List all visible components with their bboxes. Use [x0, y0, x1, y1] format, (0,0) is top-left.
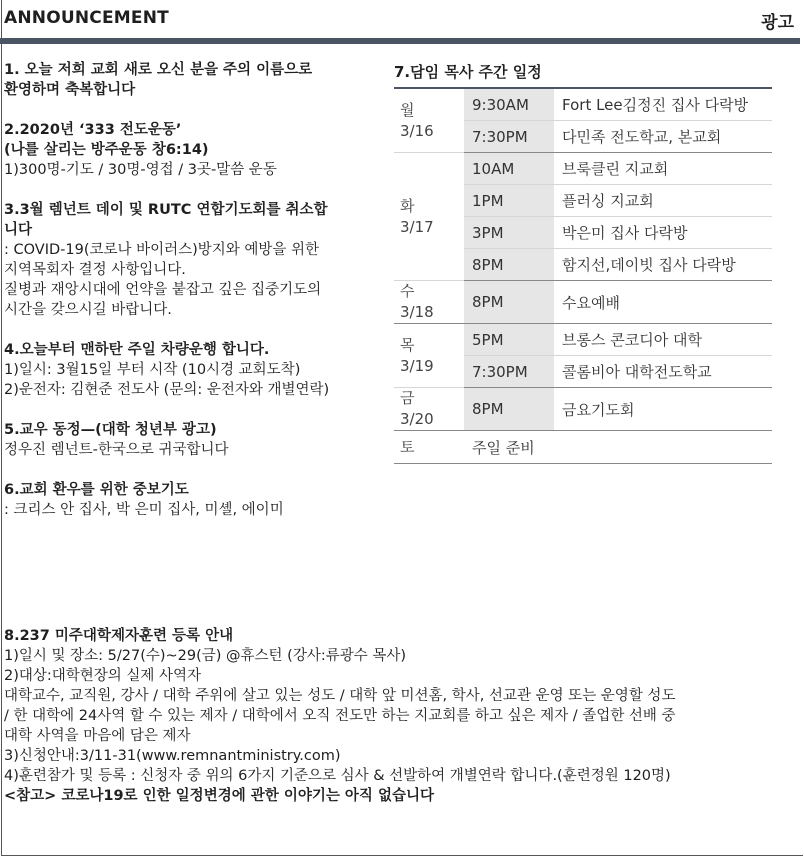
schedule-place: 플러싱 지교회	[554, 185, 772, 217]
schedule-row	[394, 324, 772, 356]
announcement-item-4	[4, 340, 384, 400]
item-body-line: 3)신청안내:3/11-31(www.remnantministry.com)	[4, 748, 341, 764]
day-date: 3/18	[400, 303, 434, 321]
item-body-line: 질병과 재앙시대에 언약을 붙잡고 깊은 집중기도의	[4, 282, 322, 298]
item-body-line: : COVID-19(코로나 바이러스)방지와 예방을 위한	[4, 242, 320, 258]
item-body	[4, 646, 794, 786]
schedule-title: 7.담임 목사 주간 일정	[394, 63, 542, 81]
item-body-line: 시간을 갖으시길 바랍니다.	[4, 302, 172, 318]
schedule-time: 10AM	[464, 153, 554, 185]
item-note: <참고> 코로나19로 인한 일정변경에 관한 이야기는 아직 없습니다	[4, 788, 434, 804]
schedule-day	[394, 281, 464, 324]
announcement-item-5	[4, 420, 384, 460]
day-name: 수	[400, 282, 415, 300]
announcement-item-6	[4, 480, 384, 520]
schedule-row	[394, 281, 772, 324]
item-title-line: 4.오늘부터 맨하탄 주일 차량운행 합니다.	[4, 342, 270, 358]
schedule-place: Fort Lee김정진 집사 다락방	[554, 88, 772, 121]
schedule-place: 박은미 집사 다락방	[554, 217, 772, 249]
schedule-place: 브룩클린 지교회	[554, 153, 772, 185]
day-date: 3/16	[400, 121, 434, 140]
item-title-line: 5.교우 동정—(대학 청년부 광고)	[4, 422, 217, 438]
schedule-place: 금요기도회	[554, 388, 772, 431]
schedule-time: 9:30AM	[464, 88, 554, 121]
announcement-item-3	[4, 200, 384, 320]
schedule-time: 5PM	[464, 324, 554, 356]
schedule-time: 7:30PM	[464, 121, 554, 153]
schedule-place: 브롱스 콘코디아 대학	[554, 324, 772, 356]
day-date: 3/19	[400, 356, 434, 375]
item-body-line: 대학 사역을 마음에 담은 제자	[4, 728, 191, 744]
schedule-day	[394, 153, 464, 281]
schedule-day	[394, 388, 464, 431]
schedule-row	[394, 88, 772, 121]
day-date: 3/17	[400, 217, 434, 236]
announcement-list	[4, 60, 384, 540]
item-body-line: / 한 대학에 24사역 할 수 있는 제자 / 대학에서 오직 전도만 하는 지교회를 하고 싶은 제자 / 졸업한 선배 중	[4, 708, 676, 724]
day-name: 목	[400, 335, 415, 354]
schedule-day	[394, 88, 464, 153]
schedule-table	[394, 87, 772, 464]
schedule-time: 7:30PM	[464, 356, 554, 388]
schedule-row	[394, 153, 772, 185]
schedule-day	[394, 324, 464, 388]
item-title-line: 니다	[4, 222, 33, 238]
item-body-line: 정우진 렘넌트-한국으로 귀국합니다	[4, 442, 229, 458]
schedule-place: 다민족 전도학교, 본교회	[554, 121, 772, 153]
page-title: ANNOUNCEMENT	[4, 8, 169, 28]
item-title-line: 1. 오늘 저희 교회 새로 오신 분을 주의 이름으로	[4, 62, 313, 78]
day-name: 화	[400, 196, 415, 215]
item-body-line: 4)훈련참가 및 등록 : 신청자 중 위의 6가지 기준으로 심사 & 선발하여 개별연락 합니다.(훈련정원 120명)	[4, 768, 671, 784]
announcement-item-1	[4, 60, 384, 100]
item-title-line: (나를 살리는 방주운동 창6:14)	[4, 142, 209, 158]
schedule-place: 주일 준비	[464, 431, 772, 464]
announcement-item-8	[4, 626, 794, 806]
item-body-line: 2)운전자: 김현준 전도사 (문의: 운전자와 개별연락)	[4, 382, 330, 398]
day-name: 월	[400, 100, 415, 119]
item-title-line: 3.3월 렘넌트 데이 및 RUTC 연합기도회를 취소합	[4, 202, 328, 218]
schedule-row	[394, 388, 772, 431]
section-label: 광고	[761, 13, 794, 33]
schedule-time: 8PM	[464, 281, 554, 324]
item-body-line: 1)300명-기도 / 30명-영접 / 3곳-말씀 운동	[4, 162, 277, 178]
item-title-line: 6.교회 환우를 위한 중보기도	[4, 482, 189, 498]
schedule-time: 1PM	[464, 185, 554, 217]
day-date: 3/20	[400, 410, 434, 428]
item-body-line: 대학교수, 교직원, 강사 / 대학 주위에 살고 있는 성도 / 대학 앞 미션홈, 학사, 선교관 운영 또는 운영할 성도	[4, 688, 676, 704]
day-name: 토	[394, 431, 464, 464]
item-body-line: : 크리스 안 집사, 박 은미 집사, 미셸, 에이미	[4, 502, 284, 518]
item-body-line: 지역목회자 결정 사항입니다.	[4, 262, 186, 278]
header-bar	[0, 0, 800, 44]
item-body-line: 1)일시: 3월15일 부터 시작 (10시경 교회도착)	[4, 362, 301, 378]
schedule-place: 수요예배	[554, 281, 772, 324]
item-title: 8.237 미주대학제자훈련 등록 안내	[4, 628, 234, 644]
schedule-time: 8PM	[464, 249, 554, 281]
announcement-item-2	[4, 120, 384, 180]
item-title-line: 2.2020년 ‘333 전도운동’	[4, 122, 182, 138]
schedule-place: 함지선,데이빗 집사 다락방	[554, 249, 772, 281]
schedule-time: 3PM	[464, 217, 554, 249]
item-body-line: 2)대상:대학현장의 실제 사역자	[4, 668, 202, 684]
item-body-line: 1)일시 및 장소: 5/27(수)~29(금) @휴스턴 (강사:류광수 목사)	[4, 648, 407, 664]
item-title-line: 환영하며 축복합니다	[4, 82, 136, 98]
day-name: 금	[400, 389, 415, 407]
schedule-place: 콜롬비아 대학전도학교	[554, 356, 772, 388]
schedule-row-saturday	[394, 431, 772, 464]
schedule-time: 8PM	[464, 388, 554, 431]
